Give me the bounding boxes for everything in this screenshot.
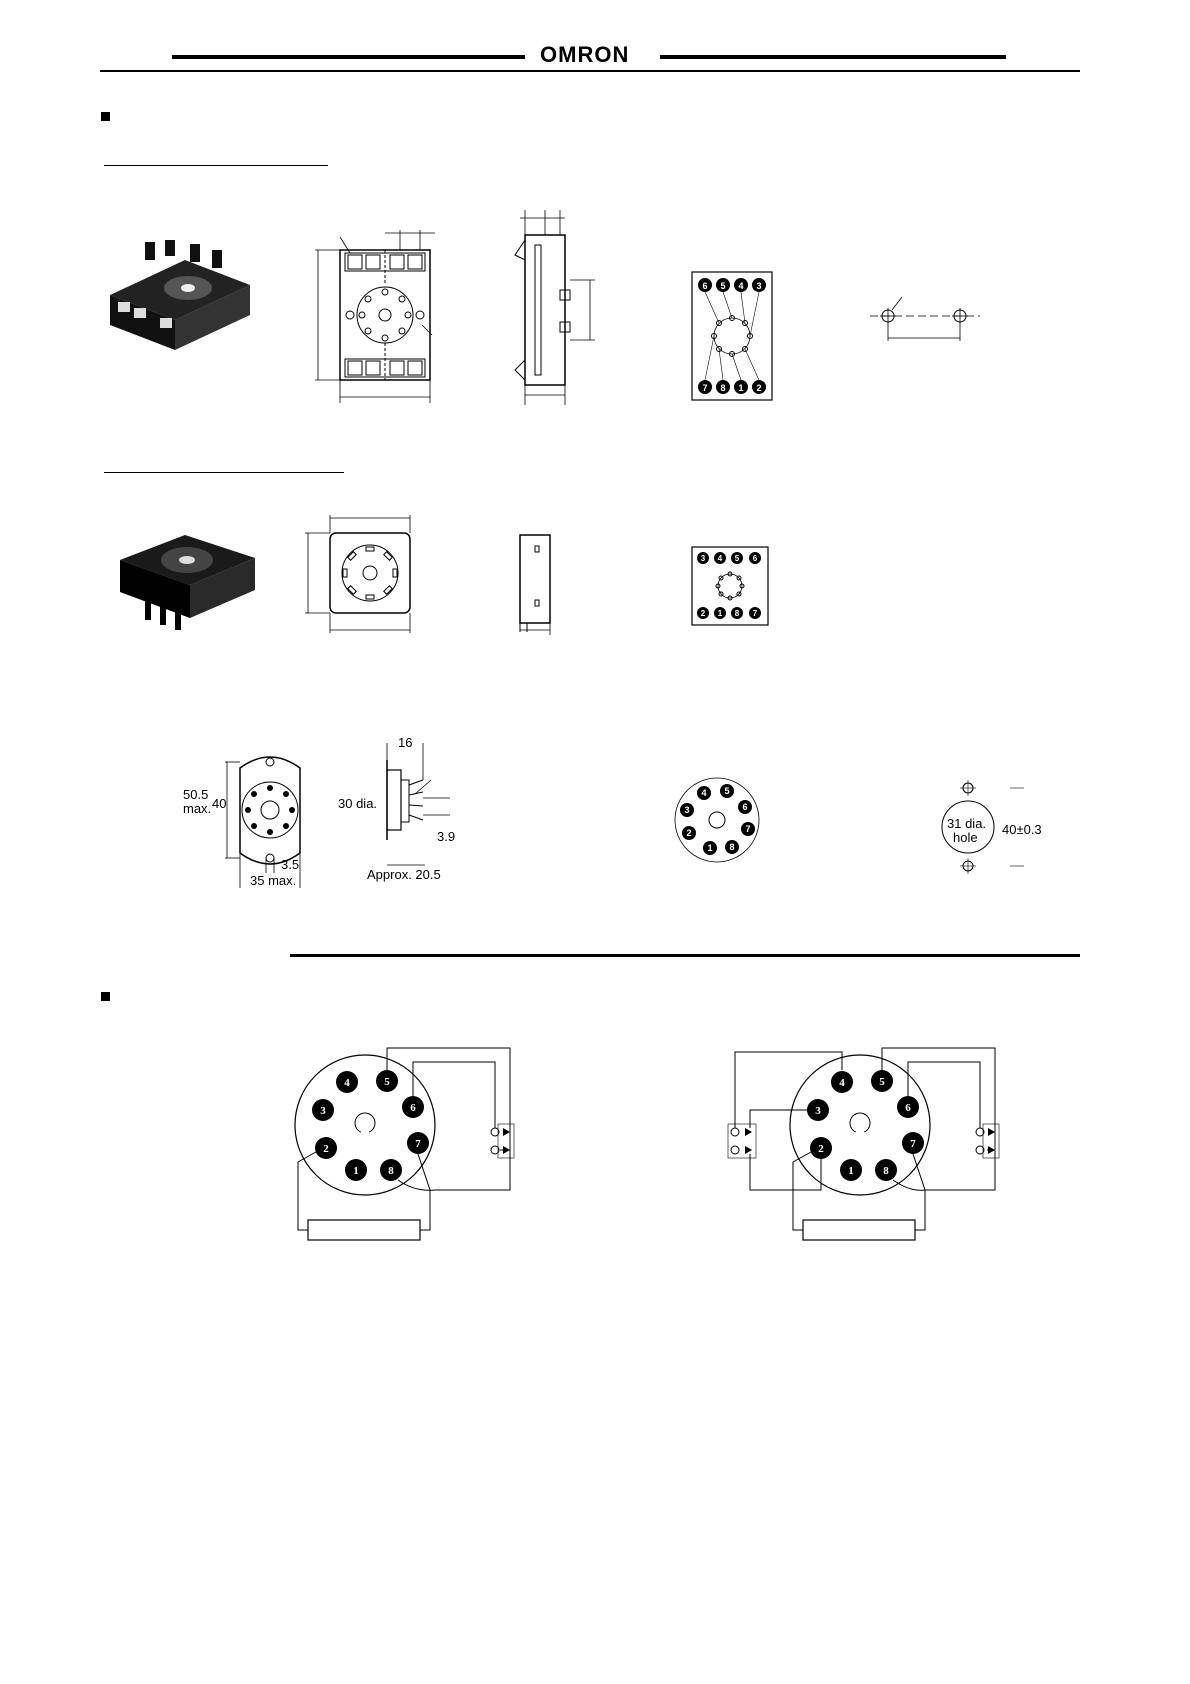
svg-text:5: 5 (734, 554, 740, 563)
svg-text:1: 1 (848, 1165, 854, 1177)
socket-side-view-1 (505, 210, 605, 410)
cutout-hole-line2: hole (953, 830, 978, 845)
dim-height-value: 50.5 (183, 787, 209, 802)
socket-front-view-2 (300, 515, 420, 635)
svg-text:7: 7 (752, 609, 758, 618)
dim-height-suffix: max. (183, 801, 212, 816)
dim-overall-length: Approx. 20.5 (367, 867, 441, 882)
terminal-arrangement-3 (672, 775, 762, 865)
svg-text:2: 2 (700, 609, 706, 618)
mounting-holes-1 (870, 295, 990, 345)
svg-text:5: 5 (879, 1076, 885, 1088)
svg-text:2: 2 (756, 383, 762, 393)
subsection-rule-1 (104, 165, 328, 166)
svg-text:4: 4 (344, 1077, 350, 1089)
svg-text:7: 7 (415, 1138, 421, 1150)
svg-text:8: 8 (734, 609, 740, 618)
svg-text:8: 8 (388, 1165, 394, 1177)
header-rule-right (660, 55, 1006, 59)
socket-side-view-2 (505, 530, 565, 640)
dim-diameter-label: 30 dia. (338, 796, 378, 811)
svg-text:1: 1 (353, 1165, 359, 1177)
svg-text:3: 3 (320, 1105, 326, 1117)
svg-text:4: 4 (701, 788, 707, 798)
svg-text:3: 3 (756, 281, 762, 291)
svg-text:7: 7 (910, 1138, 916, 1150)
dim-width-label: 35 max. (250, 873, 297, 888)
svg-text:2: 2 (818, 1143, 824, 1155)
terminal-arrangement-1 (690, 270, 775, 405)
socket-front-view-1 (310, 225, 445, 405)
svg-text:7: 7 (745, 824, 751, 834)
svg-text:3: 3 (684, 805, 690, 815)
svg-text:6: 6 (410, 1102, 416, 1114)
svg-text:5: 5 (384, 1076, 390, 1088)
svg-text:8: 8 (883, 1165, 889, 1177)
svg-text:6: 6 (742, 802, 748, 812)
dim-pin-length: 3.9 (437, 829, 456, 844)
terminal-arrangement-2 (690, 545, 770, 627)
svg-text:1: 1 (707, 843, 713, 853)
svg-text:1: 1 (717, 609, 723, 618)
svg-text:2: 2 (686, 828, 692, 838)
cutout-hole-line1: 31 dia. (947, 816, 987, 831)
svg-text:8: 8 (729, 842, 735, 852)
svg-text:3: 3 (815, 1105, 821, 1117)
svg-text:7: 7 (702, 383, 708, 393)
wiring-diagram-2 (715, 1040, 1015, 1260)
svg-text:2: 2 (323, 1143, 329, 1155)
subsection-rule-2 (104, 472, 344, 473)
svg-text:4: 4 (839, 1077, 845, 1089)
socket-photo-1 (100, 240, 260, 370)
dim-hole-offset: 3.5 (281, 857, 300, 872)
header-rule-full (100, 70, 1080, 72)
svg-text:4: 4 (717, 554, 723, 563)
socket-photo-2 (115, 530, 265, 630)
section-divider (290, 954, 1080, 957)
wiring-diagram-1 (290, 1040, 530, 1260)
svg-text:6: 6 (752, 554, 758, 563)
section-bullet-connections (101, 992, 110, 1001)
dim-depth-value: 16 (398, 735, 413, 750)
svg-text:5: 5 (724, 786, 730, 796)
dim-pitch-value: 40 (212, 796, 227, 811)
brand-logo: OMRON (540, 42, 630, 67)
svg-text:5: 5 (720, 281, 726, 291)
svg-text:4: 4 (738, 281, 744, 291)
svg-text:8: 8 (720, 383, 726, 393)
header-rule-left (172, 55, 525, 59)
socket-side-view-3 (375, 740, 445, 870)
svg-text:6: 6 (905, 1102, 911, 1114)
cutout-pitch: 40±0.3 (1002, 822, 1042, 837)
svg-text:6: 6 (702, 281, 708, 291)
svg-text:1: 1 (738, 383, 744, 393)
svg-text:3: 3 (700, 554, 706, 563)
section-bullet-dimensions (101, 112, 110, 121)
